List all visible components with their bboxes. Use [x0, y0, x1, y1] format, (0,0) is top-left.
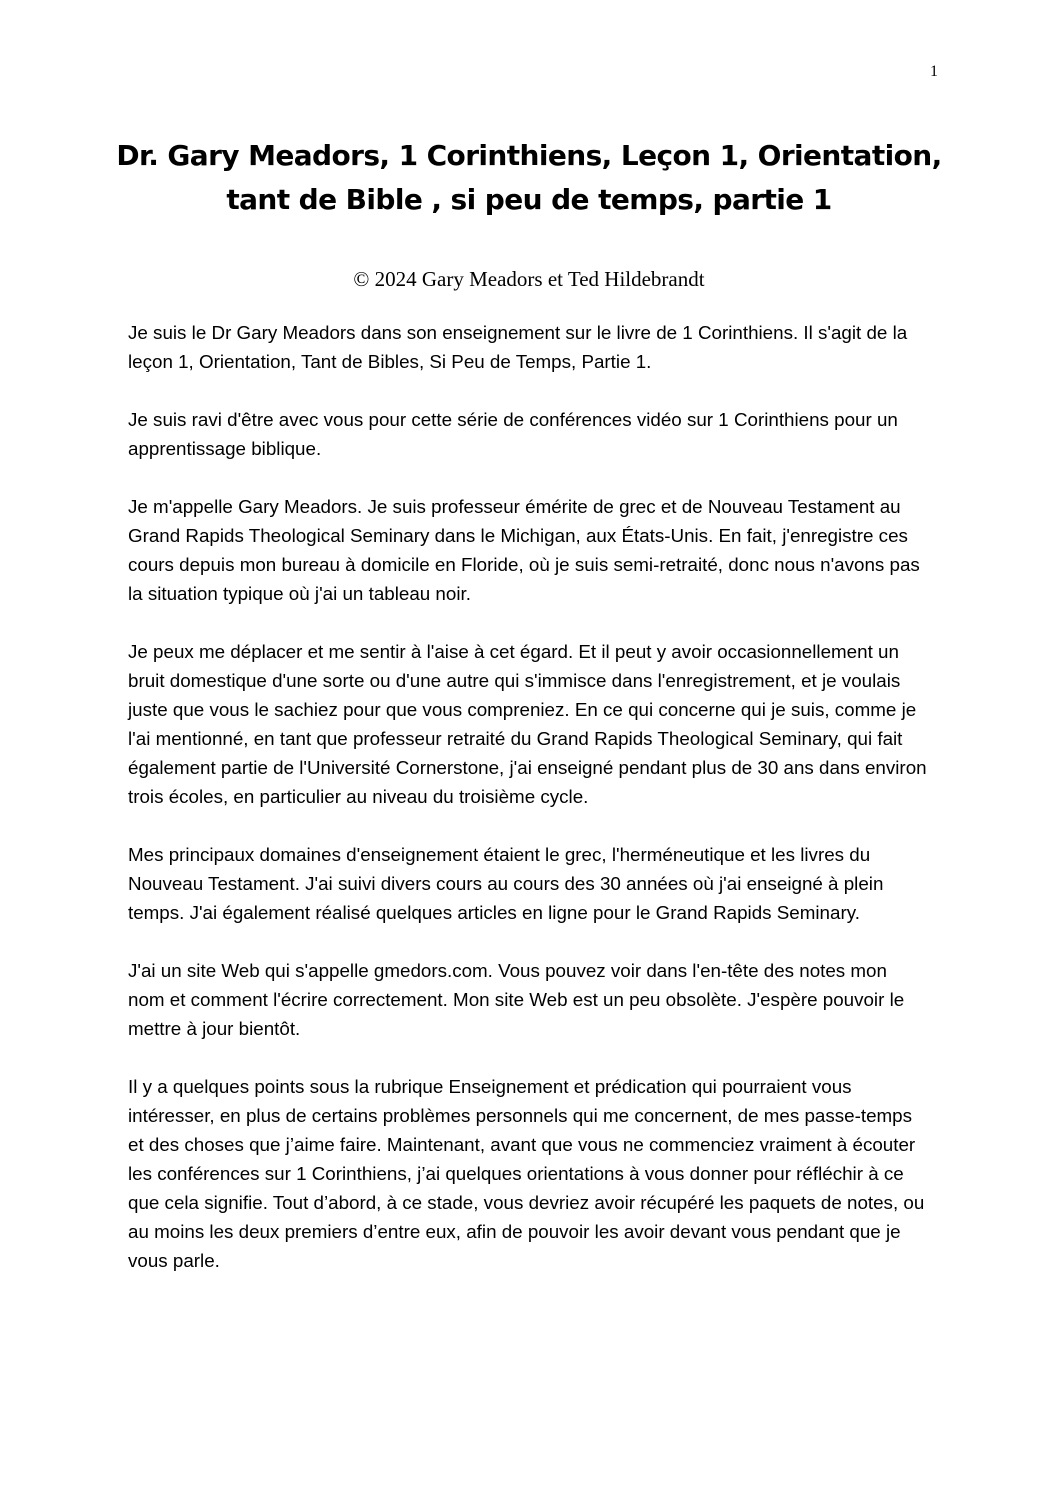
- document-title: Dr. Gary Meadors, 1 Corinthiens, Leçon 1, Orientation, tant de Bible , si peu de temps, partie 1: [116, 139, 942, 216]
- copyright-line: © 2024 Gary Meadors et Ted Hildebrandt: [353, 267, 705, 291]
- body-paragraph: Je m'appelle Gary Meadors. Je suis professeur émérite de grec et de Nouveau Testament au Grand Rapids Theological Seminary dans le Michigan, aux États-Unis. En fait, j'enregistre ces cours depuis mon bureau à domicile en Floride, où je suis semi-retraité, donc nous n'avons pas la situation typique où j'ai un tableau noir.: [128, 496, 920, 604]
- body-paragraph: Mes principaux domaines d'enseignement étaient le grec, l'herméneutique et les livres du Nouveau Testament. J'ai suivi divers cours au cours des 30 années où j'ai enseigné à plein temps. J'ai également réalisé quelques articles en ligne pour le Grand Rapids Seminary.: [128, 844, 884, 923]
- body-paragraph: J'ai un site Web qui s'appelle gmedors.com. Vous pouvez voir dans l'en-tête des notes mon nom et comment l'écrire correctement. Mon site Web est un peu obsolète. J'espère pouvoir le mettre à jour bientôt.: [128, 960, 905, 1039]
- body-paragraph: Je peux me déplacer et me sentir à l'aise à cet égard. Et il peut y avoir occasionnellement un bruit domestique d'une sorte ou d'une autre qui s'immisce dans l'enregistrement, et je voulais juste que vous le sachiez pour que vous compreniez. En ce qui concerne qui je suis, comme je l'ai mentionné, en tant que professeur retraité du Grand Rapids Theological Seminary, qui fait également partie de l'Université Cornerstone, j'ai enseigné pendant plus de 30 ans dans environ trois écoles, en particulier au niveau du troisième cycle.: [128, 641, 927, 807]
- document-body: [128, 318, 928, 1304]
- body-paragraph: Il y a quelques points sous la rubrique Enseignement et prédication qui pourraient vous intéresser, en plus de certains problèmes personnels qui me concernent, de mes passe-temps et des choses que j’aime faire. Maintenant, avant que vous ne commenciez vraiment à écouter les conférences sur 1 Corinthiens, j’ai quelques orientations à vous donner pour réfléchir à ce que cela signifie. Tout d’abord, à ce stade, vous devriez avoir récupéré les paquets de notes, ou au moins les deux premiers d’entre eux, afin de pouvoir les avoir devant vous pendant que je vous parle.: [128, 1076, 925, 1271]
- body-paragraph: Je suis ravi d'être avec vous pour cette série de conférences vidéo sur 1 Corinthiens pour un apprentissage biblique.: [128, 409, 898, 459]
- page-number: 1: [930, 63, 938, 80]
- body-paragraph: Je suis le Dr Gary Meadors dans son enseignement sur le livre de 1 Corinthiens. Il s'agit de la leçon 1, Orientation, Tant de Bibles, Si Peu de Temps, Partie 1.: [128, 322, 908, 372]
